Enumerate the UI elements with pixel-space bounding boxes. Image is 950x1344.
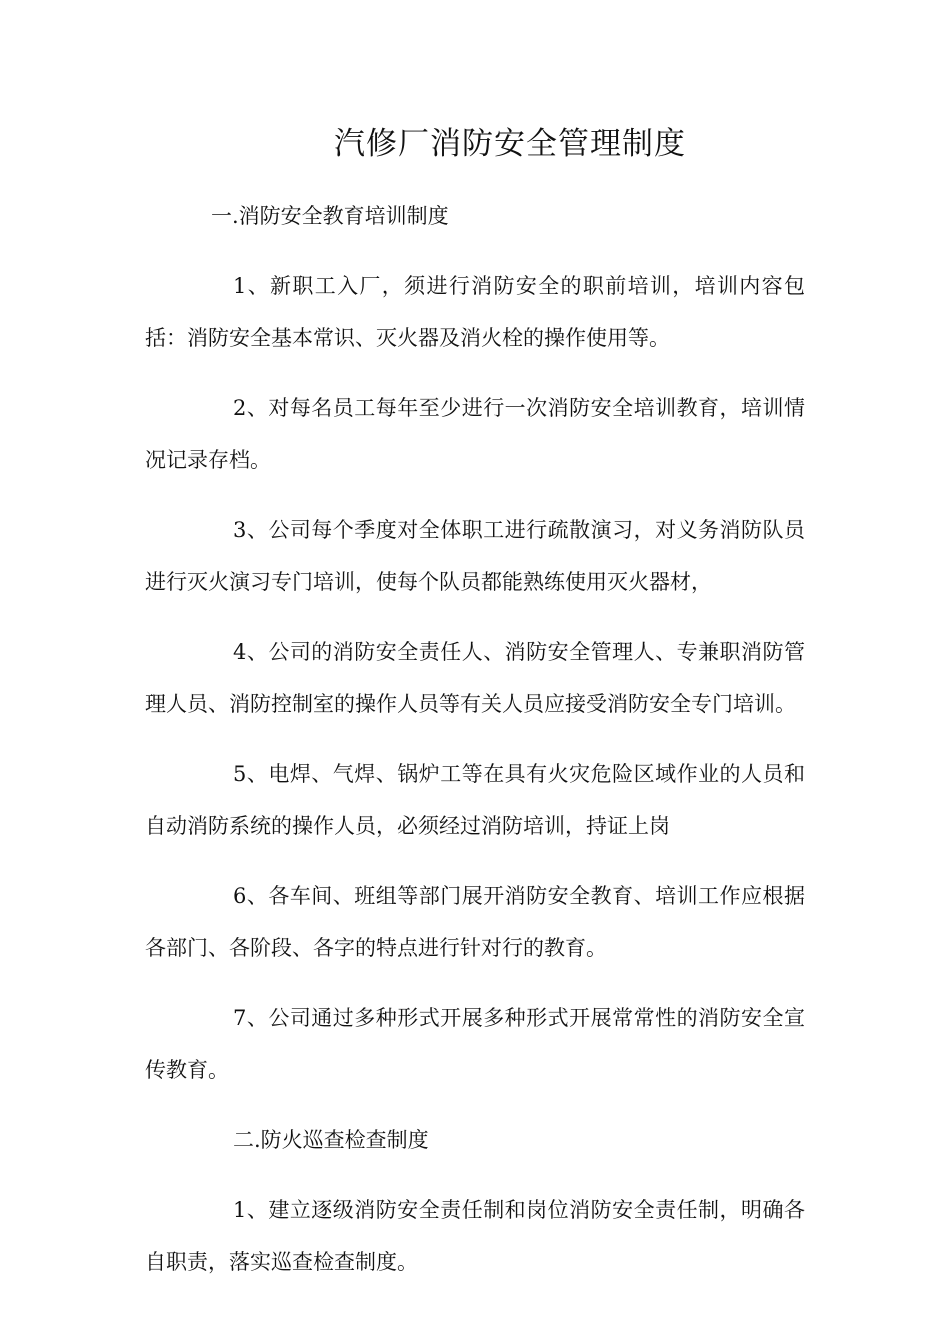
section-heading-2: 二.防火巡查检查制度 xyxy=(233,1128,429,1152)
paragraph-1-3: 3、公司每个季度对全体职工进行疏散演习，对义务消防队员进行灭火演习专门培训，使每个队员都能熟练使用灭火器材， xyxy=(145,518,805,594)
paragraph-1-5: 5、电焊、气焊、锅炉工等在具有火灾危险区域作业的人员和自动消防系统的操作人员，必须经过消防培训，持证上岗 xyxy=(145,762,805,838)
paragraph-1-4: 4、公司的消防安全责任人、消防安全管理人、专兼职消防管理人员、消防控制室的操作人员等有关人员应接受消防安全专门培训。 xyxy=(145,640,805,716)
paragraph-1-6: 6、各车间、班组等部门展开消防安全教育、培训工作应根据各部门、各阶段、各字的特点进行针对行的教育。 xyxy=(145,884,805,960)
paragraph-1-1: 1、新职工入厂，须进行消防安全的职前培训，培训内容包括：消防安全基本常识、灭火器及消火栓的操作使用等。 xyxy=(145,274,805,350)
document-title: 汽修厂消防安全管理制度 xyxy=(334,126,686,162)
paragraph-2-1: 1、建立逐级消防安全责任制和岗位消防安全责任制，明确各自职责，落实巡查检查制度。 xyxy=(145,1198,805,1274)
paragraph-1-2: 2、对每名员工每年至少进行一次消防安全培训教育，培训情况记录存档。 xyxy=(145,396,805,472)
paragraph-1-7: 7、公司通过多种形式开展多种形式开展常常性的消防安全宣传教育。 xyxy=(145,1006,805,1082)
document-body xyxy=(145,190,805,1306)
section-heading-1: 一.消防安全教育培训制度 xyxy=(211,204,449,228)
